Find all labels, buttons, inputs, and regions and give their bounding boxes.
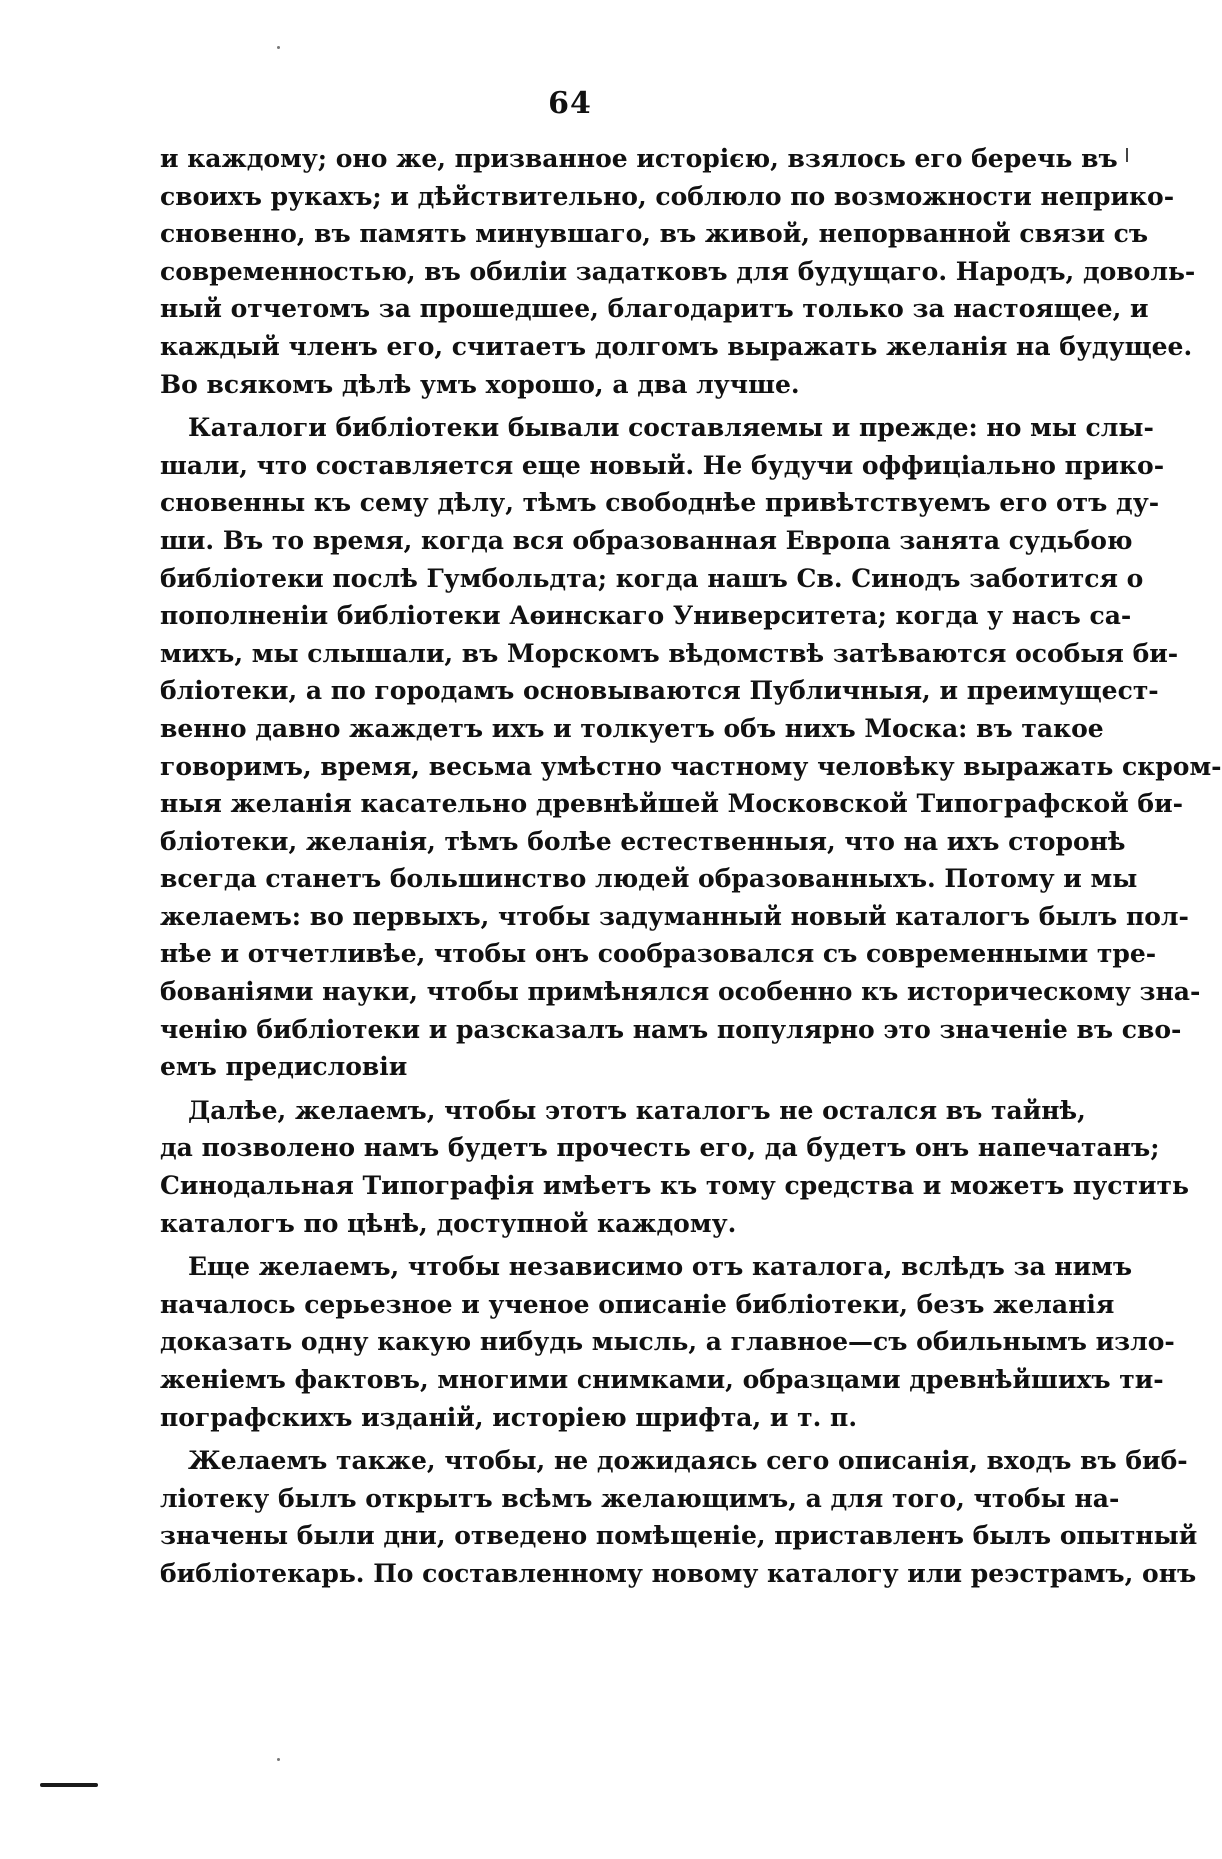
paragraph-2 bbox=[160, 409, 1222, 1086]
text-line: современностью, въ обиліи задатковъ для будущаго. Народъ, доволь- bbox=[160, 256, 1196, 286]
body-text bbox=[160, 140, 1222, 1599]
text-line: доказать одну какую нибудь мысль, а главное—съ обильнымъ изло- bbox=[160, 1327, 1175, 1357]
text-line: библіотекарь. По составленному новому каталогу или реэстрамъ, онъ bbox=[160, 1558, 1197, 1588]
paragraph-1 bbox=[160, 140, 1196, 403]
text-line: бліотеки, желанія, тѣмъ болѣе естественныя, что на ихъ сторонѣ bbox=[160, 826, 1126, 856]
text-line: нѣе и отчетливѣе, чтобы онъ сообразовался съ современными тре- bbox=[160, 939, 1157, 969]
text-line: женіемъ фактовъ, многими снимками, образцами древнѣйшихъ ти- bbox=[160, 1365, 1164, 1394]
text-line: сновенны къ сему дѣлу, тѣмъ свободнѣе привѣтствуемъ его отъ ду- bbox=[160, 488, 1160, 518]
text-line: ный отчетомъ за прошедшее, благодаритъ только за настоящее, и bbox=[160, 294, 1149, 324]
text-line: ліотеку былъ открытъ всѣмъ желающимъ, а для того, чтобы на- bbox=[160, 1483, 1120, 1513]
text-line: желаемъ: во первыхъ, чтобы задуманный новый каталогъ былъ пол- bbox=[160, 901, 1189, 931]
text-line: шали, что составляется еще новый. Не будучи оффиціально прико- bbox=[160, 450, 1165, 480]
text-line: говоримъ, время, весьма умѣстно частному человѣку выражать скром- bbox=[160, 751, 1222, 781]
text-line: венно давно жаждетъ ихъ и толкуетъ объ нихъ Моска: въ такое bbox=[160, 713, 1104, 743]
text-line: и каждому; оно же, призванное исторією, взялось его беречь въ bbox=[160, 144, 1118, 173]
text-line: Во всякомъ дѣлѣ умъ хорошо, а два лучше. bbox=[160, 369, 800, 399]
text-line: Еще желаемъ, чтобы независимо отъ каталога, вслѣдъ за нимъ bbox=[188, 1252, 1133, 1282]
margin-mark bbox=[40, 1783, 98, 1787]
paragraph-4 bbox=[160, 1248, 1175, 1436]
text-line: ши. Въ то время, когда вся образованная Европа занята судьбою bbox=[160, 525, 1133, 555]
text-line: михъ, мы слышали, въ Морскомъ вѣдомствѣ затѣваются особыя би- bbox=[160, 638, 1179, 668]
print-speck bbox=[277, 46, 280, 49]
paragraph-3 bbox=[160, 1092, 1189, 1242]
paragraph-5 bbox=[160, 1442, 1198, 1592]
text-line: Каталоги библіотеки бывали составляемы и прежде: но мы слы- bbox=[188, 413, 1154, 443]
text-line: бованіями науки, чтобы примѣнялся особенно къ историческому зна- bbox=[160, 977, 1201, 1007]
text-line: каталогъ по цѣнѣ, доступной каждому. bbox=[160, 1208, 737, 1238]
text-line: началось серьезное и ученое описаніе библіотеки, безъ желанія bbox=[160, 1289, 1115, 1319]
margin-mark bbox=[1126, 148, 1128, 162]
text-line: Синодальная Типографія имѣетъ къ тому средства и можетъ пустить bbox=[160, 1171, 1189, 1201]
text-line: всегда станетъ большинство людей образованныхъ. Потому и мы bbox=[160, 864, 1138, 894]
text-line: библіотеки послѣ Гумбольдта; когда нашъ Св. Синодъ заботится о bbox=[160, 563, 1144, 593]
text-line: Далѣе, желаемъ, чтобы этотъ каталогъ не остался въ тайнѣ, bbox=[188, 1095, 1086, 1125]
text-line: сновенно, въ память минувшаго, въ живой, непорванной связи съ bbox=[160, 219, 1149, 249]
text-line: значены были дни, отведено помѣщеніе, приставленъ былъ опытный bbox=[160, 1521, 1198, 1551]
text-line: емъ предисловіи bbox=[160, 1052, 408, 1082]
text-line: каждый членъ его, считаетъ долгомъ выражать желанія на будущее. bbox=[160, 331, 1193, 361]
text-line: да позволено намъ будетъ прочесть его, да будетъ онъ напечатанъ; bbox=[160, 1133, 1160, 1163]
text-line: Желаемъ также, чтобы, не дожидаясь сего описанія, входъ въ биб- bbox=[188, 1446, 1188, 1476]
print-speck bbox=[277, 1758, 280, 1761]
page-number: 64 bbox=[548, 86, 592, 121]
text-line: ченію библіотеки и разсказалъ намъ популярно это значеніе въ сво- bbox=[160, 1014, 1182, 1044]
text-line: ныя желанія касательно древнѣйшей Московской Типографской би- bbox=[160, 789, 1183, 819]
text-line: пополненіи библіотеки Аѳинскаго Университета; когда у насъ са- bbox=[160, 601, 1132, 631]
text-line: пографскихъ изданій, исторіею шрифта, и т. п. bbox=[160, 1402, 858, 1432]
text-line: своихъ рукахъ; и дѣйствительно, соблюло по возможности неприко- bbox=[160, 181, 1175, 211]
text-line: бліотеки, а по городамъ основываются Публичныя, и преимущест- bbox=[160, 676, 1159, 706]
